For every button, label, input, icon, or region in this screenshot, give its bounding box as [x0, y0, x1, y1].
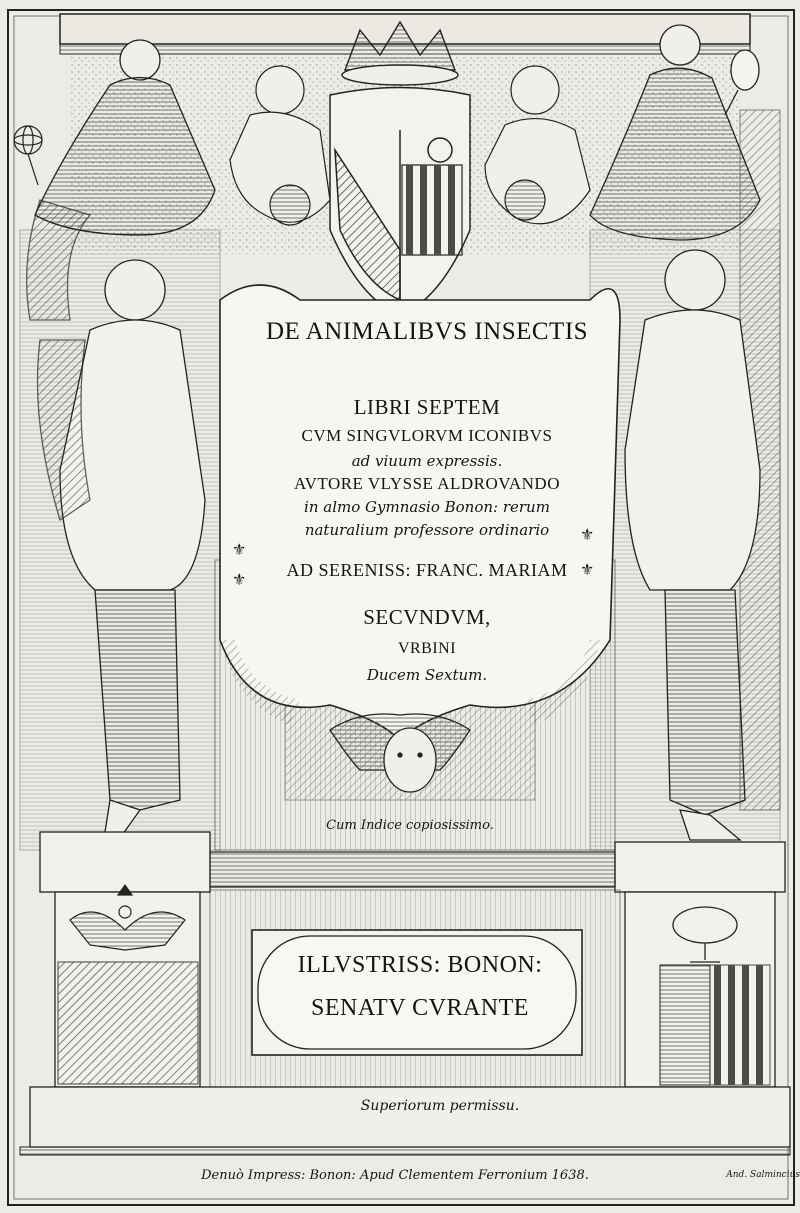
dedication-line-1: AD SERENISS: FRANC. MARIAM [286, 560, 568, 580]
senate-line-2: SENATV CVRANTE [311, 995, 529, 1021]
dedication-line-2: SECVNDVM, [363, 605, 491, 629]
index-note: Cum Indice copiosissimo. [326, 818, 494, 833]
author-line: AVTORE VLYSSE ALDROVANDO [294, 474, 560, 493]
dedication-line-4: Ducem Sextum. [366, 666, 488, 684]
title-line-4: ad viuum expressis. [351, 452, 503, 470]
svg-text:⚜: ⚜ [232, 540, 247, 559]
author-position-1: in almo Gymnasio Bonon: rerum [304, 498, 550, 516]
crown-icon [342, 22, 458, 85]
title-line-2: LIBRI SEPTEM [353, 395, 501, 419]
dedication-line-3: VRBINI [397, 640, 457, 657]
coat-of-arms-icon [330, 88, 470, 316]
armillary-sphere-icon [14, 126, 42, 185]
title-line-3: CVM SINGVLORVM ICONIBVS [301, 426, 553, 445]
svg-text:⚜: ⚜ [232, 570, 247, 589]
title-line-1: DE ANIMALIBVS INSECTIS [265, 318, 589, 345]
author-position-2: naturalium professore ordinario [304, 521, 550, 539]
senate-line-1: ILLVSTRISS: BONON: [297, 952, 543, 978]
engraver-signature: And. Salmincius [726, 1170, 800, 1180]
imprint-line: Denuò Impress: Bonon: Apud Clementem Ferronium 1638. [201, 1168, 589, 1183]
permission-note: Superiorum permissu. [360, 1098, 520, 1114]
svg-text:⚜: ⚜ [580, 560, 595, 579]
svg-text:⚜: ⚜ [580, 525, 595, 544]
